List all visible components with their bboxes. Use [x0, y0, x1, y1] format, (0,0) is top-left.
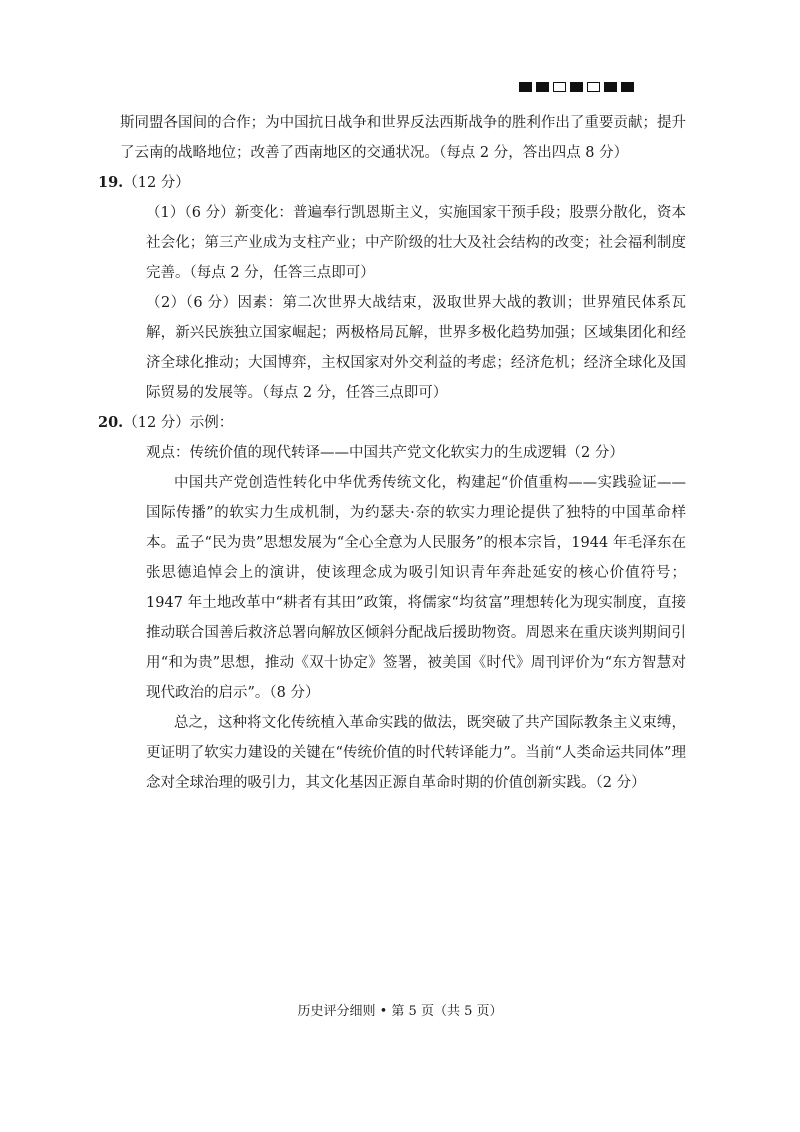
question-number: 20. — [98, 414, 124, 431]
hollow-square-mark — [587, 82, 600, 92]
question-number: 19. — [98, 174, 124, 191]
filled-square-mark — [519, 82, 532, 92]
header-marks — [519, 82, 634, 92]
question-score: （12 分） — [123, 175, 190, 191]
question-20-paragraph-2: 总之，这种将文化传统植入革命实践的做法，既突破了共产国际教条主义束缚，更证明了软实力建设的关键在“传统价值的时代转译能力”。当前“人类命运共同体”理念对全球治理的吸引力，其文化基因正源自革命时期的价值创新实践。（2 分） — [146, 715, 686, 791]
question-20-heading — [98, 408, 686, 438]
question-20-viewpoint: 观点：传统价值的现代转译——中国共产党文化软实力的生成逻辑（2 分） — [146, 445, 624, 461]
page-footer: 历史评分细则 • 第 5 页（共 5 页） — [297, 1004, 503, 1019]
question-19-part-2: （2）（6 分）因素：第二次世界大战结束，汲取世界大战的教训；世界殖民体系瓦解，新兴民族独立国家崛起；两极格局瓦解，世界多极化趋势加强；区域集团化和经济全球化推动；大国博弈，主权国家对外交利益的考虑；经济危机；经济全球化及国际贸易的发展等。（每点 2 分，任答三点即可） — [146, 295, 686, 401]
hollow-square-mark — [553, 82, 566, 92]
question-19-heading — [98, 168, 686, 198]
document-body — [98, 108, 686, 798]
question-20-paragraph-1: 中国共产党创造性转化中华优秀传统文化，构建起“价值重构——实践验证——国际传播”的软实力生成机制，为约瑟夫·奈的软实力理论提供了独特的中国革命样本。孟子“民为贵”思想发展为“全心全意为人民服务”的根本宗旨，1944 年毛泽东在张思德追悼会上的演讲，使该理念成为吸引知识青年奔赴延安的核心价值符号；1947 年土地改革中“耕者有其田”政策，将儒家“均贫富”理想转化为现实制度，直接推动联合国善后救济总署向解放区倾斜分配战后援助物资。周恩来在重庆谈判期间引用“和为贵”思想，推动《双十协定》签署，被美国《时代》周刊评价为“东方智慧对现代政治的启示”。（8 分） — [146, 475, 686, 701]
question-19-part-1: （1）（6 分）新变化：普遍奉行凯恩斯主义，实施国家干预手段；股票分散化，资本社会化；第三产业成为支柱产业；中产阶级的壮大及社会结构的改变；社会福利制度完善。（每点 2 分，任答三点即可） — [146, 205, 686, 281]
continuation-paragraph: 斯同盟各国间的合作；为中国抗日战争和世界反法西斯战争的胜利作出了重要贡献；提升了云南的战略地位；改善了西南地区的交通状况。（每点 2 分，答出四点 8 分） — [120, 115, 686, 161]
question-score: （12 分）示例： — [123, 415, 234, 431]
filled-square-mark — [604, 82, 617, 92]
filled-square-mark — [570, 82, 583, 92]
filled-square-mark — [536, 82, 549, 92]
filled-square-mark — [621, 82, 634, 92]
